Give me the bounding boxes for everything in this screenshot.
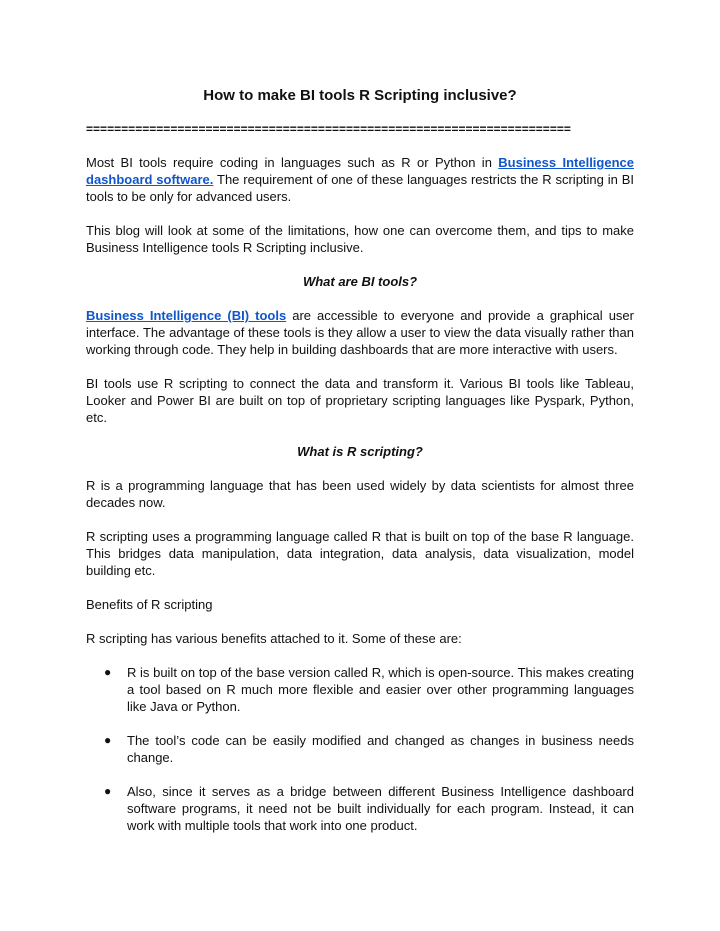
bullet-icon: ● (104, 665, 112, 679)
list-item-text: Also, since it serves as a bridge between different Business Intelligence dashboard software programs, it need not be built individually for each program. Instead, it can work with multiple tools that work into one product. (127, 784, 634, 833)
bi-tools-paragraph (86, 307, 634, 358)
bi-tools-text: are accessible to everyone and provide a graphical user interface. The advantage of these tools is they allow a user to view the data visually rather than working through code. They help in building dashboards that are more interactive with users. (86, 308, 634, 357)
list-item (86, 664, 634, 715)
document-title: How to make BI tools R Scripting inclusive? (203, 87, 517, 104)
section-heading-bi-tools: What are BI tools? (302, 274, 418, 289)
list-item-text: The tool’s code can be easily modified and changed as changes in business needs change. (127, 733, 634, 765)
list-item (86, 783, 634, 834)
benefits-title: Benefits of R scripting (86, 597, 213, 612)
bi-tools-link[interactable]: Business Intelligence (BI) tools (86, 308, 287, 323)
blog-overview-paragraph: This blog will look at some of the limitations, how one can overcome them, and tips to make Business Intelligence tools R Scripting inclusive. (86, 223, 634, 255)
intro-paragraph (86, 154, 634, 205)
list-item (86, 732, 634, 766)
section-heading-r-scripting: What is R scripting? (297, 444, 423, 459)
bullet-icon: ● (104, 784, 112, 798)
intro-text-before: Most BI tools require coding in languages such as R or Python in (86, 155, 499, 170)
bi-dashboard-software-link[interactable]: Business Intelligence dashboard software. (86, 155, 634, 187)
r-language-paragraph: R is a programming language that has been used widely by data scientists for almost three decades now. (86, 478, 634, 510)
benefits-intro: R scripting has various benefits attached to it. Some of these are: (86, 631, 462, 646)
bullet-icon: ● (104, 733, 112, 747)
benefits-list (86, 664, 634, 834)
intro-text-after: The requirement of one of these languages restricts the R scripting in BI tools to be only for advanced users. (86, 172, 634, 204)
r-scripting-paragraph: R scripting uses a programming language called R that is built on top of the base R language. This bridges data manipulation, data integration, data analysis, data visualization, model building etc. (86, 529, 634, 578)
document-content (86, 87, 634, 834)
divider-line: ===================================================================== (86, 122, 571, 136)
bi-tools-scripting-paragraph: BI tools use R scripting to connect the data and transform it. Various BI tools like Tableau, Looker and Power BI are built on top of proprietary scripting languages like Pyspark, Python, etc. (86, 376, 634, 425)
list-item-text: R is built on top of the base version called R, which is open-source. This makes creating a tool based on R much more flexible and easier over other programming languages like Java or Python. (127, 665, 634, 714)
